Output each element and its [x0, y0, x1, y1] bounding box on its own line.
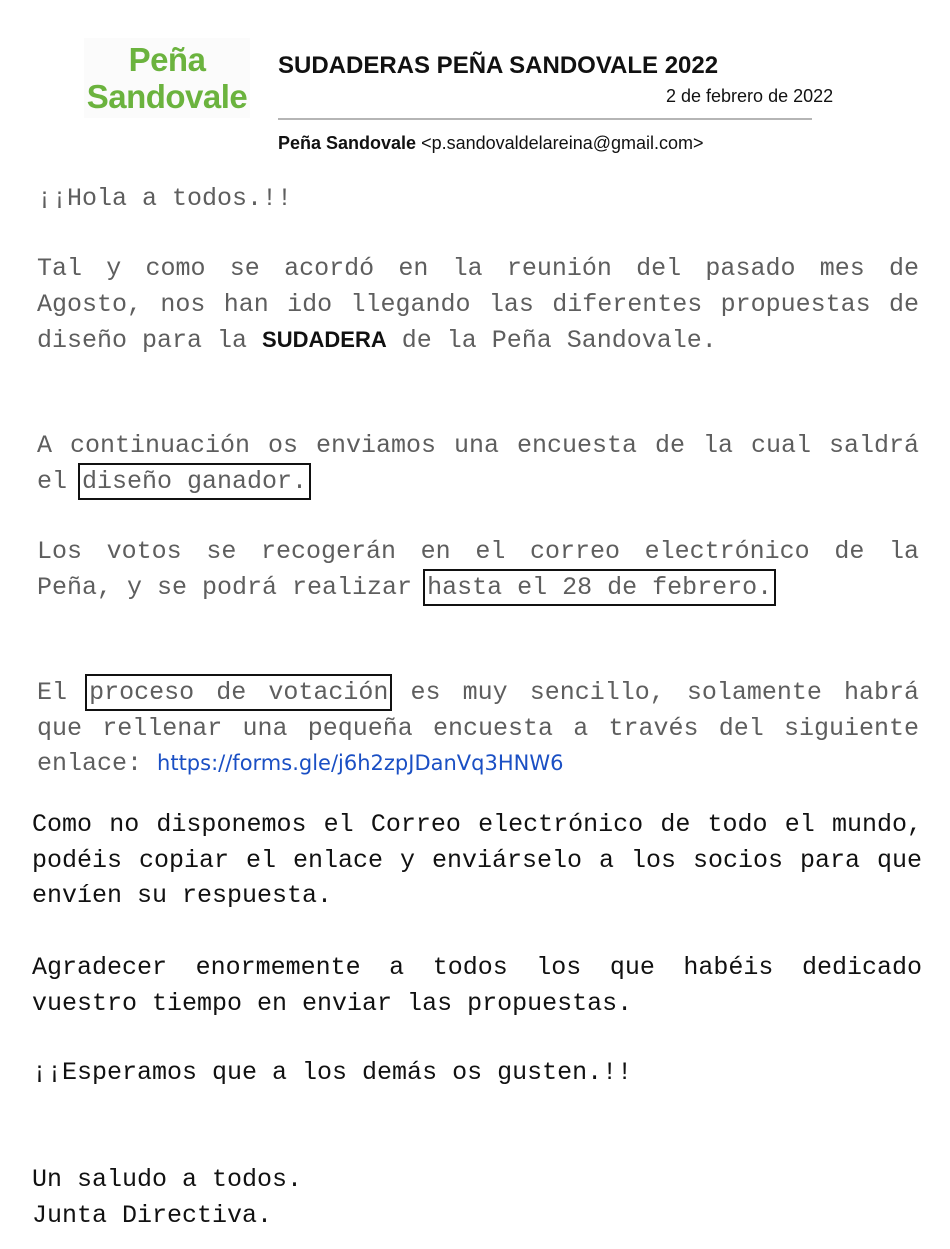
intro-paragraph — [37, 251, 919, 359]
votes-text: Los votos se recogerán en el correo electrónico de la Peña, y se podrá realizar — [37, 537, 919, 602]
thanks-text: Agradecer enormemente a todos los que habéis dedicado vuestro tiempo en enviar las propuestas. — [32, 953, 922, 1018]
thanks-paragraph — [32, 950, 922, 1021]
survey-paragraph — [37, 428, 919, 499]
signoff-signature: Junta Directiva. — [32, 1200, 273, 1230]
logo-text-line2: Sandovale — [86, 78, 248, 115]
greeting-paragraph — [37, 181, 919, 217]
voting-process-highlight: proceso de votación — [89, 678, 389, 707]
logo-text-line1: Peña — [128, 41, 206, 78]
sender-email: <p.sandovaldelareina@gmail.com> — [421, 133, 704, 153]
signoff-greeting: Un saludo a todos. — [32, 1165, 303, 1194]
pena-sandovale-logo — [84, 38, 250, 118]
votes-paragraph — [37, 534, 919, 605]
sender-line — [278, 133, 704, 154]
document-title: SUDADERAS PEÑA SANDOVALE 2022 — [278, 52, 719, 79]
share-text: Como no disponemos el Correo electrónico de todo el mundo, podéis copiar el enlace y enviárselo a los socios para que envíen su respuesta. — [32, 810, 922, 910]
survey-text: A continuación os enviamos una encuesta de la cual saldrá el — [37, 431, 919, 496]
signoff-block — [32, 1162, 922, 1233]
process-paragraph — [37, 675, 919, 782]
process-text-start: El — [37, 678, 90, 707]
winning-design-highlight: diseño ganador. — [82, 466, 308, 496]
process-text: es muy sencillo, solamente habrá que rellenar una pequeña encuesta a través del siguiente enlace: — [37, 678, 919, 778]
sender-name: Peña Sandovale — [278, 133, 417, 153]
closing-wish-text: ¡¡Esperamos que a los demás os gusten.!! — [32, 1058, 633, 1087]
deadline-highlight: hasta el 28 de febrero. — [427, 572, 773, 602]
document-date: 2 de febrero de 2022 — [666, 86, 834, 106]
header-divider — [278, 118, 812, 120]
intro-text: Tal y como se acordó en la reunión del pasado mes de Agosto, nos han ido llegando las diferentes propuestas de diseño para la — [37, 254, 919, 355]
intro-text-end: de la Peña Sandovale. — [386, 326, 717, 355]
share-paragraph — [32, 807, 922, 914]
closing-wish-paragraph — [32, 1055, 922, 1091]
survey-link[interactable]: https://forms.gle/j6h2zpJDanVq3HNW6 — [157, 751, 564, 775]
sudadera-emphasis: SUDADERA — [262, 327, 387, 352]
greeting-text: ¡¡Hola a todos.!! — [37, 184, 293, 213]
